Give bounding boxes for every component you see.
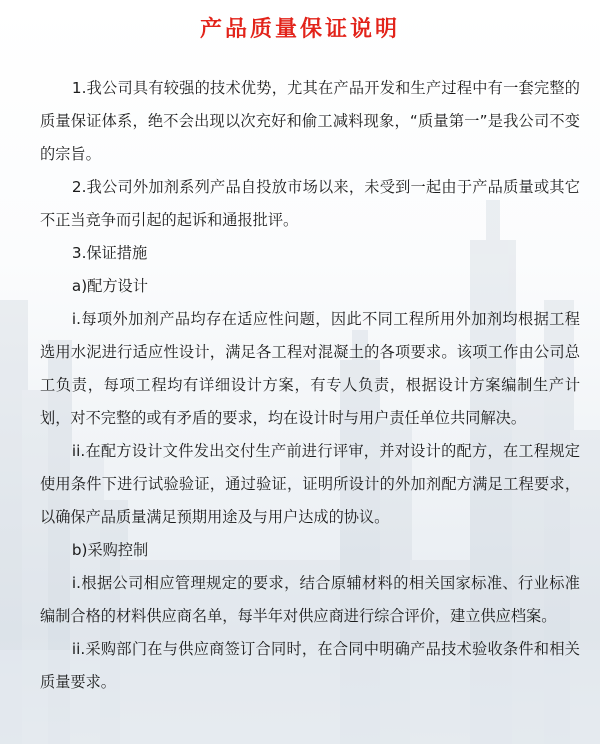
subsection-heading-formula-design: a)配方设计 (71, 277, 148, 295)
document-body (40, 72, 580, 699)
paragraph-1: 1.我公司具有较强的技术优势，尤其在产品开发和生产过程中有一套完整的质量保证体系，绝不会出现以次充好和偷工减料现象，“质量第一”是我公司不变的宗旨。 (40, 79, 580, 163)
section-heading-guarantee-measures: 3.保证措施 (71, 244, 148, 262)
paragraph-formula-ii: ii.在配方设计文件发出交付生产前进行评审，并对设计的配方，在工程规定使用条件下进行试验验证，通过验证，证明所设计的外加剂配方满足工程要求，以确保产品质量满足预期用途及与用户达成的协议。 (40, 442, 580, 526)
document-title: 产品质量保证说明 (199, 17, 400, 42)
paragraph-formula-i: i.每项外加剂产品均存在适应性问题，因此不同工程所用外加剂均根据工程选用水泥进行适应性设计，满足各工程对混凝土的各项要求。该项工作由公司总工负责，每项工程均有详细设计方案，有专人负责，根据设计方案编制生产计划，对不完整的或有矛盾的要求，均在设计时与用户责任单位共同解决。 (40, 310, 580, 427)
paragraph-procurement-ii: ii.采购部门在与供应商签订合同时，在合同中明确产品技术验收条件和相关质量要求。 (40, 640, 580, 691)
paragraph-2: 2.我公司外加剂系列产品自投放市场以来，未受到一起由于产品质量或其它不正当竞争而引起的起诉和通报批评。 (40, 178, 580, 229)
paragraph-procurement-i: i.根据公司相应管理规定的要求，结合原辅材料的相关国家标准、行业标准编制合格的材料供应商名单，每半年对供应商进行综合评价，建立供应档案。 (40, 574, 580, 625)
subsection-heading-procurement-control: b)采购控制 (71, 541, 149, 559)
